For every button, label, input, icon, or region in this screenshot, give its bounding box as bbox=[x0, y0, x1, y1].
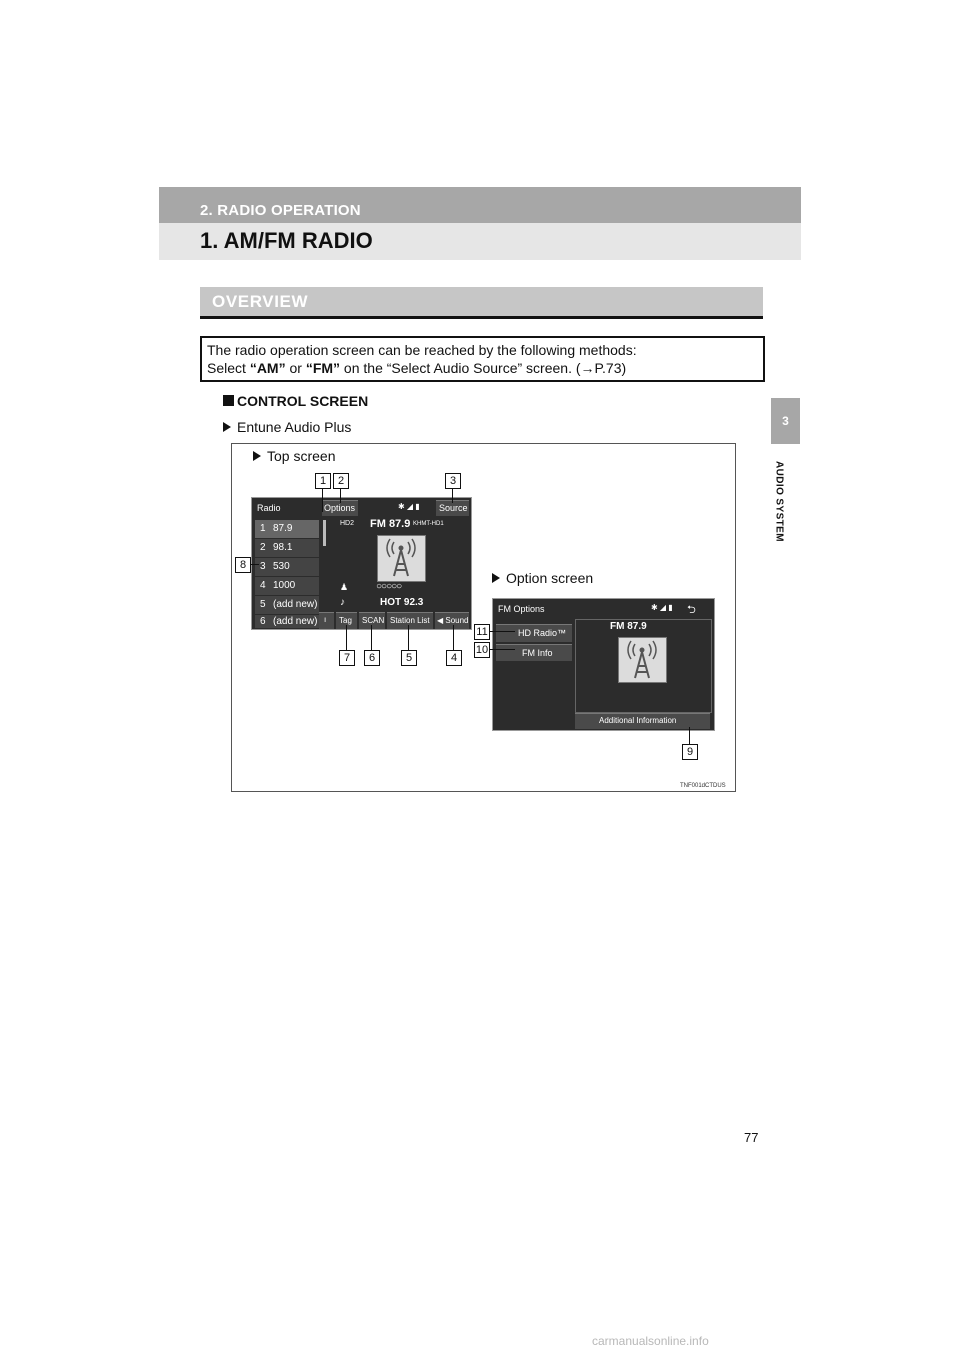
status-icons: ✱ ◢ ▮ bbox=[651, 603, 673, 612]
callout-10: 10 bbox=[475, 644, 489, 656]
callout-8: 8 bbox=[235, 557, 251, 573]
preset-button[interactable] bbox=[255, 577, 319, 595]
station-tag: KHMT-HD1 bbox=[413, 521, 444, 527]
station-frequency: FM 87.9 bbox=[370, 518, 411, 530]
preset-label: (add new) bbox=[273, 616, 318, 627]
callout-line bbox=[452, 489, 453, 503]
control-screen-label: CONTROL SCREEN bbox=[237, 393, 369, 409]
callout-3: 3 bbox=[445, 473, 461, 489]
section-header bbox=[159, 187, 801, 223]
page-number: 77 bbox=[744, 1130, 759, 1145]
or-text: or bbox=[285, 360, 306, 376]
fm-info-label: FM Info bbox=[522, 648, 553, 658]
station-art bbox=[377, 535, 426, 582]
back-icon[interactable]: ⮌ bbox=[687, 604, 696, 616]
sound-button[interactable] bbox=[435, 612, 469, 629]
chapter-name: AUDIO SYSTEM bbox=[773, 461, 785, 542]
callout-line bbox=[340, 489, 341, 503]
chapter-tab-label bbox=[772, 448, 786, 558]
watermark: carmanualsonline.info bbox=[592, 1334, 709, 1348]
preset-button[interactable] bbox=[255, 615, 319, 628]
callout-9: 9 bbox=[682, 744, 698, 760]
scan-button[interactable] bbox=[359, 612, 385, 629]
hd-badge: HD2 bbox=[340, 520, 355, 527]
preset-button[interactable] bbox=[255, 596, 319, 614]
preset-number: 2 bbox=[260, 542, 266, 553]
station-list-button[interactable] bbox=[387, 612, 433, 629]
triangle-bullet-icon bbox=[492, 573, 500, 583]
additional-information-label: Additional Information bbox=[599, 716, 677, 725]
preset-label: 98.1 bbox=[273, 542, 293, 553]
preset-number: 1 bbox=[260, 523, 266, 534]
chapter-header bbox=[159, 223, 801, 260]
source-label: Source bbox=[439, 503, 468, 513]
callout-1: 1 bbox=[315, 473, 331, 489]
sound-label: ◀ Sound bbox=[437, 616, 469, 625]
preset-label: 530 bbox=[273, 561, 290, 572]
overview-line-2 bbox=[207, 359, 626, 377]
overview-title: OVERVIEW bbox=[212, 292, 309, 311]
fm-info-button[interactable] bbox=[496, 644, 572, 661]
section-title: 2. RADIO OPERATION bbox=[200, 202, 361, 219]
status-icons: ✱ ◢ ▮ bbox=[398, 502, 420, 511]
preset-number: 5 bbox=[260, 599, 266, 610]
callout-4: 4 bbox=[446, 650, 462, 666]
rating-icons[interactable]: ○○○○○ bbox=[376, 581, 402, 592]
options-label: Options bbox=[324, 503, 356, 513]
info-button[interactable] bbox=[319, 612, 334, 629]
option-screen-label bbox=[492, 570, 593, 586]
callout-line bbox=[371, 625, 372, 650]
callout-6: 6 bbox=[364, 650, 380, 666]
overview-line-1: The radio operation screen can be reached by the following methods: bbox=[207, 342, 637, 358]
radio-title: Radio bbox=[257, 503, 281, 513]
preset-scrollbar[interactable] bbox=[323, 520, 326, 546]
preset-label: 1000 bbox=[273, 580, 296, 591]
triangle-bullet-icon bbox=[253, 451, 261, 461]
preset-label: 87.9 bbox=[273, 523, 293, 534]
callout-line bbox=[490, 649, 515, 650]
station-art bbox=[618, 637, 667, 683]
info-icon: ı bbox=[324, 615, 327, 624]
square-bullet-icon bbox=[223, 395, 234, 406]
hd-radio-label: HD Radio™ bbox=[518, 628, 567, 638]
entune-heading bbox=[223, 419, 351, 435]
callout-line bbox=[346, 625, 347, 650]
figure-code: TNF001dCTDUS bbox=[680, 783, 726, 789]
hd-radio-button[interactable] bbox=[496, 624, 572, 642]
song-title: HOT 92.3 bbox=[380, 597, 424, 608]
triangle-bullet-icon bbox=[223, 422, 231, 432]
callout-11: 11 bbox=[474, 624, 490, 640]
page-title: 1. AM/FM RADIO bbox=[200, 228, 373, 253]
preset-label: (add new) bbox=[273, 599, 318, 610]
radio-tower-icon bbox=[378, 536, 425, 581]
option-station-frequency: FM 87.9 bbox=[610, 621, 647, 632]
control-screen-heading bbox=[223, 393, 368, 409]
preset-number: 3 bbox=[260, 561, 266, 572]
scan-label: SCAN bbox=[362, 616, 385, 625]
radio-tower-icon bbox=[619, 638, 666, 682]
callout-5: 5 bbox=[401, 650, 417, 666]
top-screen-label bbox=[253, 448, 335, 464]
preset-button[interactable] bbox=[255, 520, 319, 538]
preset-number: 6 bbox=[260, 616, 266, 627]
overview-heading bbox=[200, 287, 763, 319]
music-note-icon: ♪ bbox=[340, 597, 345, 608]
callout-line bbox=[689, 727, 690, 744]
callout-line bbox=[453, 625, 454, 650]
preset-button[interactable] bbox=[255, 539, 319, 557]
callout-2: 2 bbox=[333, 473, 349, 489]
top-screen-text: Top screen bbox=[267, 448, 336, 464]
callout-line bbox=[322, 489, 323, 512]
callout-line bbox=[251, 564, 259, 565]
chapter-tab: 3 bbox=[771, 398, 800, 444]
preset-number: 4 bbox=[260, 580, 266, 591]
radio-top-screen bbox=[251, 497, 472, 630]
callout-line bbox=[408, 625, 409, 650]
station-list-label: Station List bbox=[390, 616, 430, 625]
select-source-text: on the “Select Audio Source” screen. (→P.73) bbox=[340, 360, 627, 376]
tag-label: Tag bbox=[339, 616, 352, 625]
am-label: “AM” bbox=[249, 360, 286, 376]
artist-icon: ♟ bbox=[340, 582, 349, 592]
option-screen-text: Option screen bbox=[506, 570, 594, 586]
fm-label: “FM” bbox=[305, 360, 341, 376]
callout-7: 7 bbox=[339, 650, 355, 666]
select-text: Select bbox=[207, 360, 250, 376]
fm-options-screen bbox=[492, 598, 715, 731]
preset-button[interactable] bbox=[255, 558, 319, 576]
callout-line bbox=[490, 631, 515, 632]
entune-label: Entune Audio Plus bbox=[237, 419, 352, 435]
fm-options-title: FM Options bbox=[498, 604, 545, 614]
overview-box bbox=[200, 336, 765, 382]
